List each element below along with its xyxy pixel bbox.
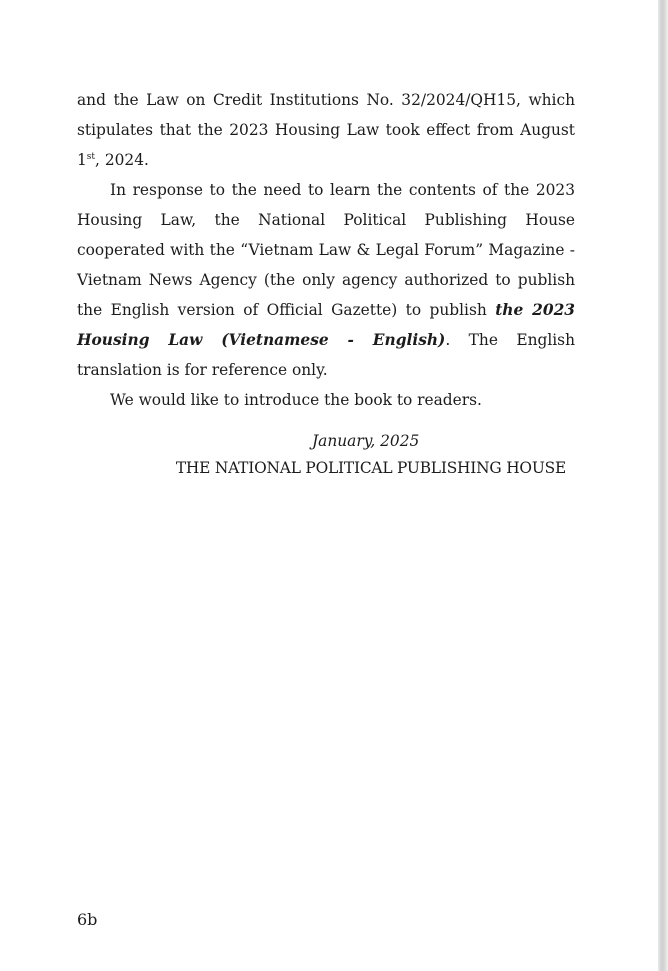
body-text [77, 85, 575, 415]
paragraph-introduction [77, 385, 575, 415]
paragraph-2-tail: . The English translation is for reference only. [77, 331, 575, 379]
page-number: 6b [77, 910, 98, 929]
paragraph-1-text: and the Law on Credit Institutions No. 32/2024/QH15, which stipulates that the 2023 Housing Law took effect from August 1 [77, 91, 575, 169]
book-title-emphasis: the 2023 Housing Law (Vietnamese - English) [77, 301, 575, 349]
page-edge-shadow [658, 0, 668, 971]
ordinal-superscript: st [86, 152, 96, 162]
paragraph-2-text: In response to the need to learn the contents of the 2023 Housing Law, the National Political Publishing House cooperated with the “Vietnam Law & Legal Forum” Magazine - Vietnam News Agency (the only agency authorized to publish the English version of Official Gazette) to publish [77, 181, 575, 319]
signature-date: January, 2025 [312, 432, 420, 450]
paragraph-continuation [77, 85, 575, 175]
signature-organization: THE NATIONAL POLITICAL PUBLISHING HOUSE [175, 459, 566, 477]
paragraph-publication [77, 175, 575, 385]
paragraph-3-text: We would like to introduce the book to readers. [110, 391, 482, 409]
paragraph-1-tail: , 2024. [95, 151, 149, 169]
